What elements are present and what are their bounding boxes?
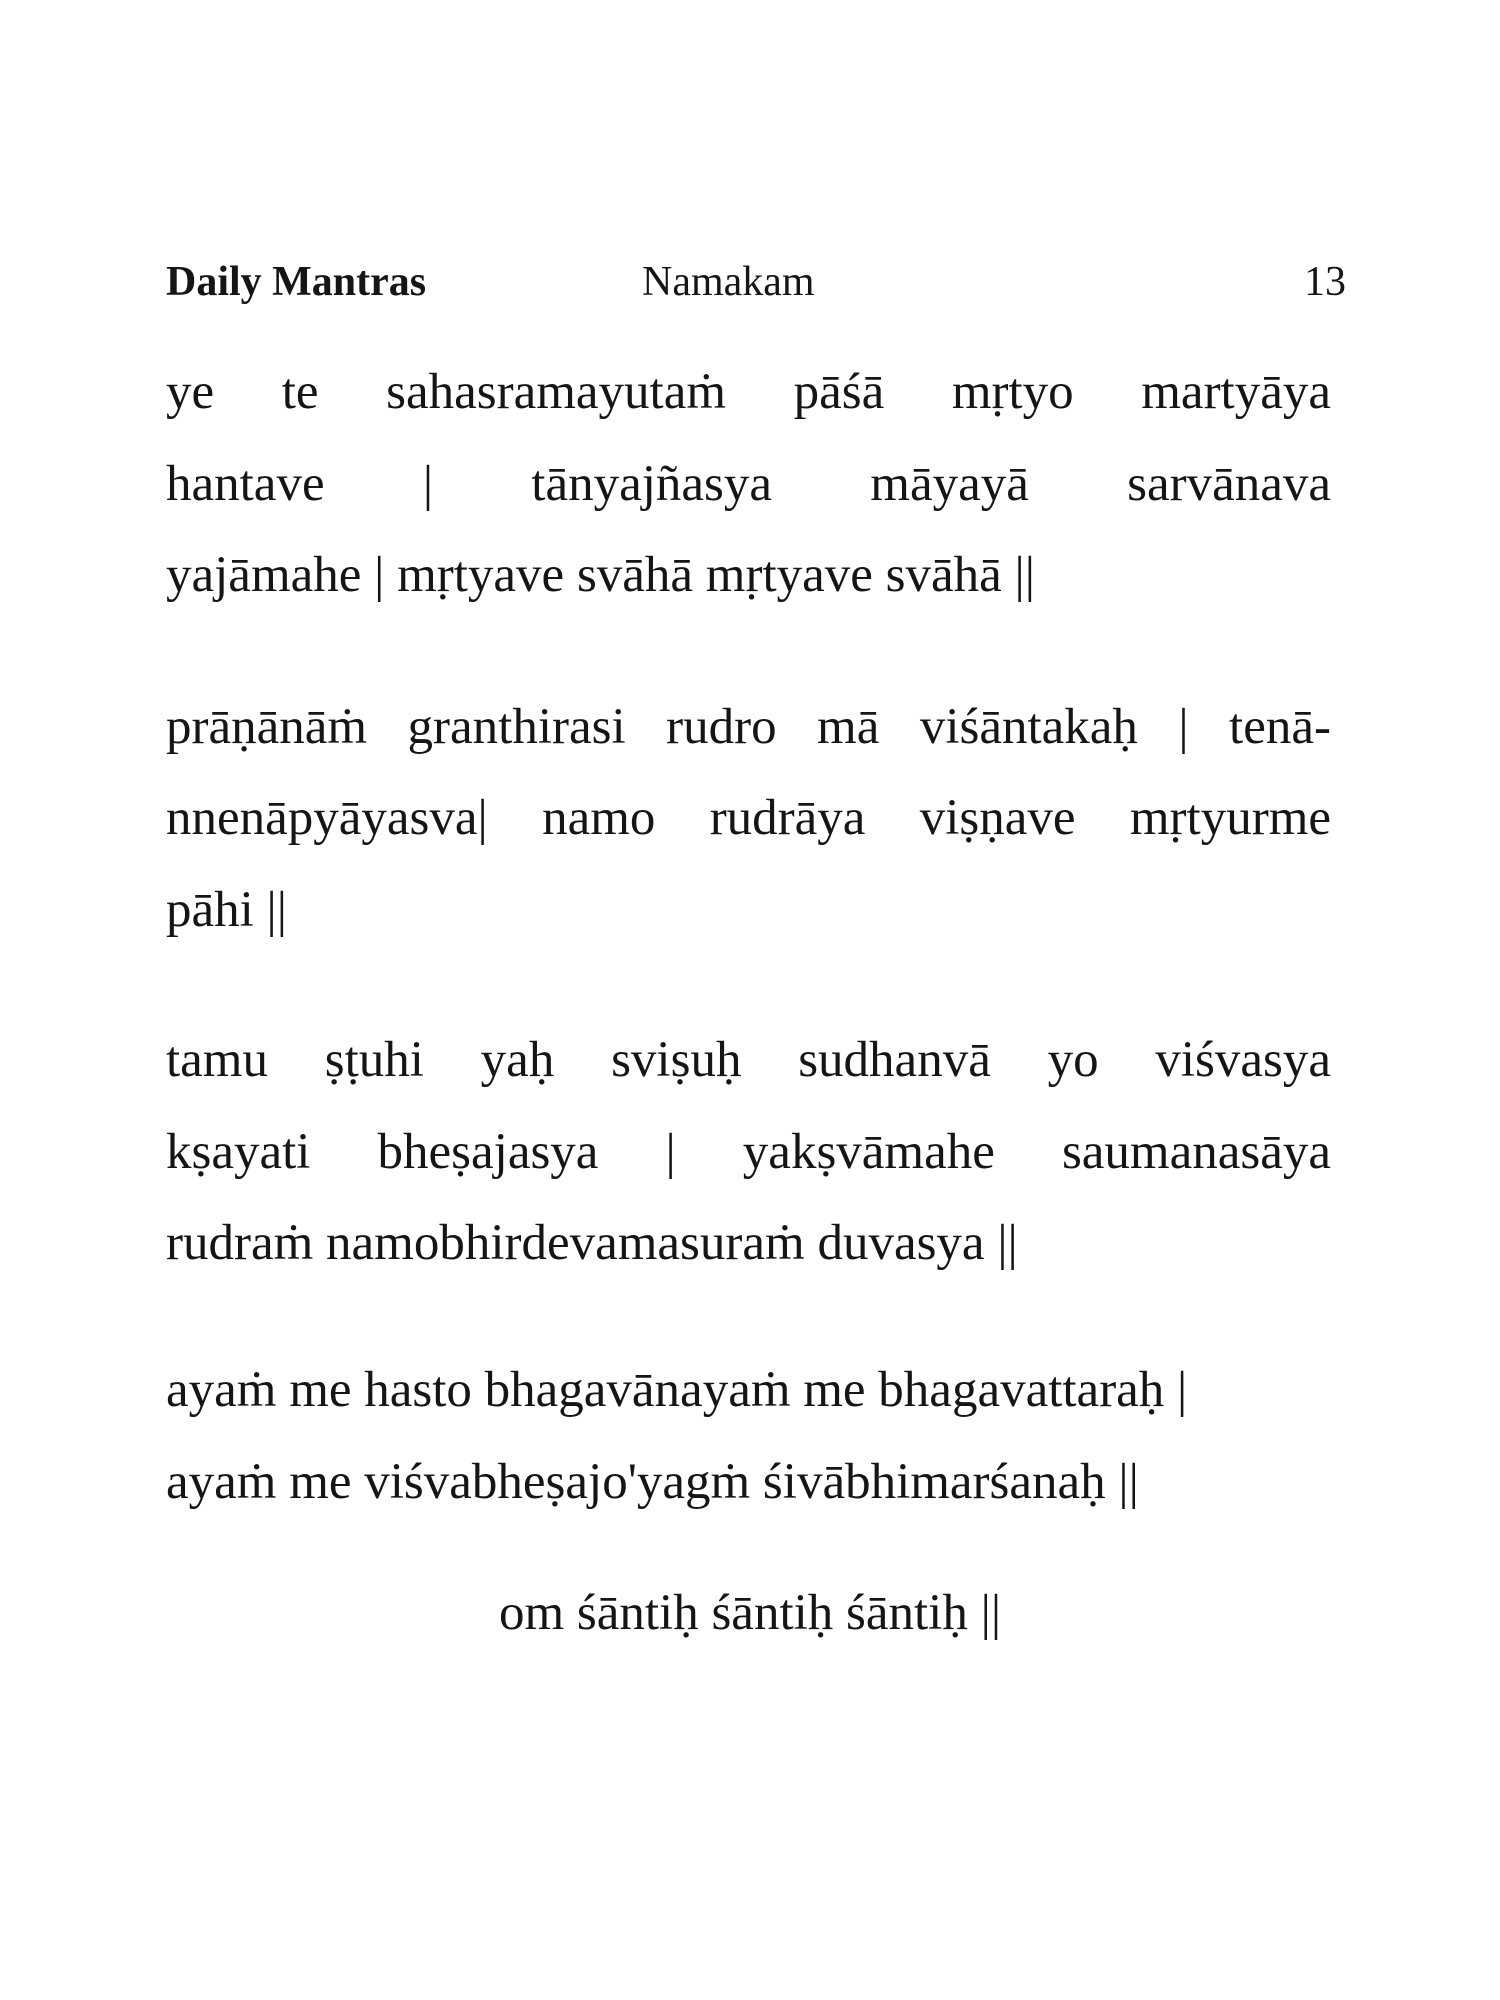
verse-line: kṣayati bheṣajasya | yakṣvāmahe saumanasāya [166, 1124, 1331, 1180]
book-title: Daily Mantras [166, 259, 427, 305]
section-title: Namakam [642, 259, 815, 305]
verse-line: hantave | tānyajñasya māyayā sarvānava [166, 456, 1331, 512]
page-number: 13 [1304, 259, 1346, 305]
verse-line: nnenāpyāyasva| namo rudrāya viṣṇave mṛtyurme [166, 790, 1331, 846]
verse-line: rudraṁ namobhirdevamasuraṁ duvasya || [166, 1215, 1018, 1271]
closing-mantra: om śāntiḥ śāntiḥ śāntiḥ || [498, 1585, 1002, 1641]
verse-line: tamu ṣṭuhi yaḥ sviṣuḥ sudhanvā yo viśvasya [166, 1032, 1331, 1088]
running-header [166, 252, 1346, 312]
verse-line: ayaṁ me hasto bhagavānayaṁ me bhagavattaraḥ | [166, 1362, 1188, 1418]
verse-line: yajāmahe | mṛtyave svāhā mṛtyave svāhā || [166, 547, 1035, 603]
verse-line: prāṇānāṁ granthirasi rudro mā viśāntakaḥ | tenā- [166, 699, 1331, 755]
verse-line: ayaṁ me viśvabheṣajo'yagṁ śivābhimarśanaḥ || [166, 1454, 1139, 1510]
verse-line: ye te sahasramayutaṁ pāśā mṛtyo martyāya [166, 364, 1331, 420]
verse-line: pāhi || [166, 882, 287, 938]
